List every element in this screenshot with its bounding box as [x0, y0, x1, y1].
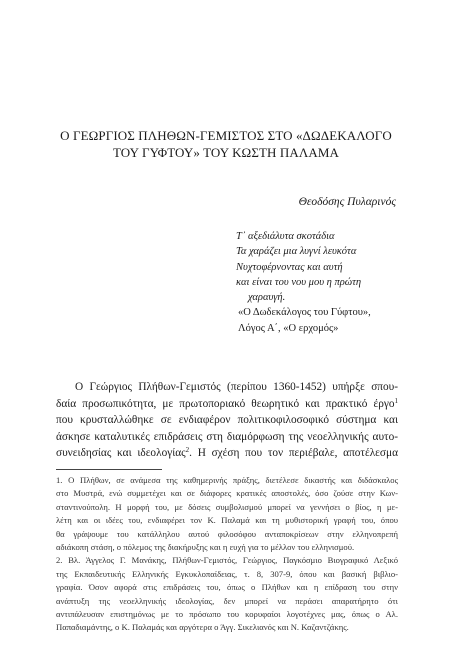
body-line-text: δαία προσωπικότητα, με πρωτοποριακό θεωρητικό και πρακτικό έργο — [56, 397, 395, 410]
footnotes — [56, 474, 398, 635]
body-line — [56, 445, 398, 462]
footnote-line: θα γράψουμε του κατάλληλου αυτού φιλοσόφου ανταποκρίσεων στην ελληνοπρεπή — [56, 528, 398, 539]
footnote-line: 2. Βλ. Άγγελος Γ. Μανάκης, Πλήθων-Γεμιστός, Γεώργιος, Παγκόσμιο Βιογραφικό Λεξικό — [56, 555, 398, 566]
title-line-2: ΤΟΥ ΓΥΦΤΟΥ» ΤΟΥ ΚΩΣΤΗ ΠΑΛΑΜΑ — [112, 145, 339, 160]
footnote-line: γραφία. Όσον αφορά στις επιδράσεις του, όπως ο Πλήθων και η επίδραση του στην — [56, 582, 398, 593]
epigraph-verse: Νυχτοφέρνοντας και αυτή — [236, 261, 343, 273]
epigraph-verse: χαραυγή. — [248, 292, 286, 304]
footnote-divider — [56, 469, 162, 470]
epigraph-source: Λόγος Α΄, «Ο ερχομός» — [238, 322, 339, 334]
body-line — [56, 396, 398, 413]
footnote-ref[interactable]: 2 — [185, 446, 190, 455]
footnote-line: ανάπτυξη της νεοελληνικής ιδεολογίας, δεν μπορεί να περάσει απαρατήρητο ότι — [56, 595, 398, 606]
epigraph-verse: και είναι του νου μου η πρώτη — [236, 276, 362, 288]
epigraph — [236, 229, 426, 336]
footnote-ref[interactable]: 1 — [394, 396, 398, 405]
body-line-text: . Η σχέση που τον περιέβαλε, αποτέλεσμα — [189, 447, 398, 460]
footnote-line: λέτη και οι ιδέες του, ενδιαφέρει τον Κ. Παλαμά και τη μυθιστορική γραφή του, όπου — [56, 515, 398, 526]
author-name: Θεοδόσης Πυλαρινός — [298, 196, 396, 208]
footnote-line: σταντινούπολη. Η μορφή του, με δόσεις συμβολισμού μπορεί να γεννήσει ο βίος, η με- — [56, 501, 398, 512]
epigraph-verse: Τ᾽ αξεδιάλυτα σκοτάδια — [236, 231, 335, 242]
footnote-line: αδιάκοπη στάση, ο πόλεμος της διακήρυξης και η ευχή για το μέλλον του ελληνισμού. — [56, 542, 355, 553]
epigraph-source: «Ο Δωδεκάλογος του Γύφτου», — [238, 307, 371, 319]
footnote-line: στο Μυστρά, ενώ συμμετέχει και σε διάφορες κρατικές αποστολές, όσο ζούσε στην Κων- — [56, 488, 398, 499]
epigraph-verse: Τα χαράζει μια λυγνί λευκότα — [236, 246, 357, 258]
footnote-line: Παπαδιαμάντης, ο Κ. Παλαμάς και αργότερα ο Άγγ. Σικελιανός και Ν. Καζαντζάκης. — [56, 622, 349, 633]
article-title — [40, 127, 412, 161]
footnote-line: αντιπάλευσαν επιστημόνως με το πρόσωπο του κορυφαίοι λογοτέχνες μας, όπως ο Αλ. — [56, 609, 398, 620]
footnote-line: 1. Ο Πλήθων, σε ανάμεσα της καθημερινής πράξης, διετέλεσε δικαστής και διδάσκαλος — [56, 475, 398, 485]
body-paragraph — [56, 379, 398, 462]
body-line: Ο Γεώργιος Πλήθων-Γεμιστός (περίπου 1360-1452) υπήρξε σπου- — [75, 381, 398, 393]
body-line: άσκησε καταλυτικές επιδράσεις στη διαμόρφωση της νεοελληνικής αυτο- — [56, 430, 398, 443]
title-line-1: Ο ΓΕΩΡΓΙΟΣ ΠΛΗΘΩΝ-ΓΕΜΙΣΤΟΣ ΣΤΟ «ΔΩΔΕΚΑΛΟΓΟ — [60, 128, 392, 143]
footnote-line: της Εκπαιδευτικής Ελληνικής Εγκυκλοπαίδειας, τ. 8, 307-9, όπου και βασική βιβλιο- — [56, 568, 398, 579]
body-line-text: συνειδησίας και ιδεολογίας — [56, 447, 186, 460]
body-line: που κρυσταλλώθηκε σε ενδιαφέρον πολιτικοφιλοσοφικό σύστημα και — [56, 414, 398, 427]
